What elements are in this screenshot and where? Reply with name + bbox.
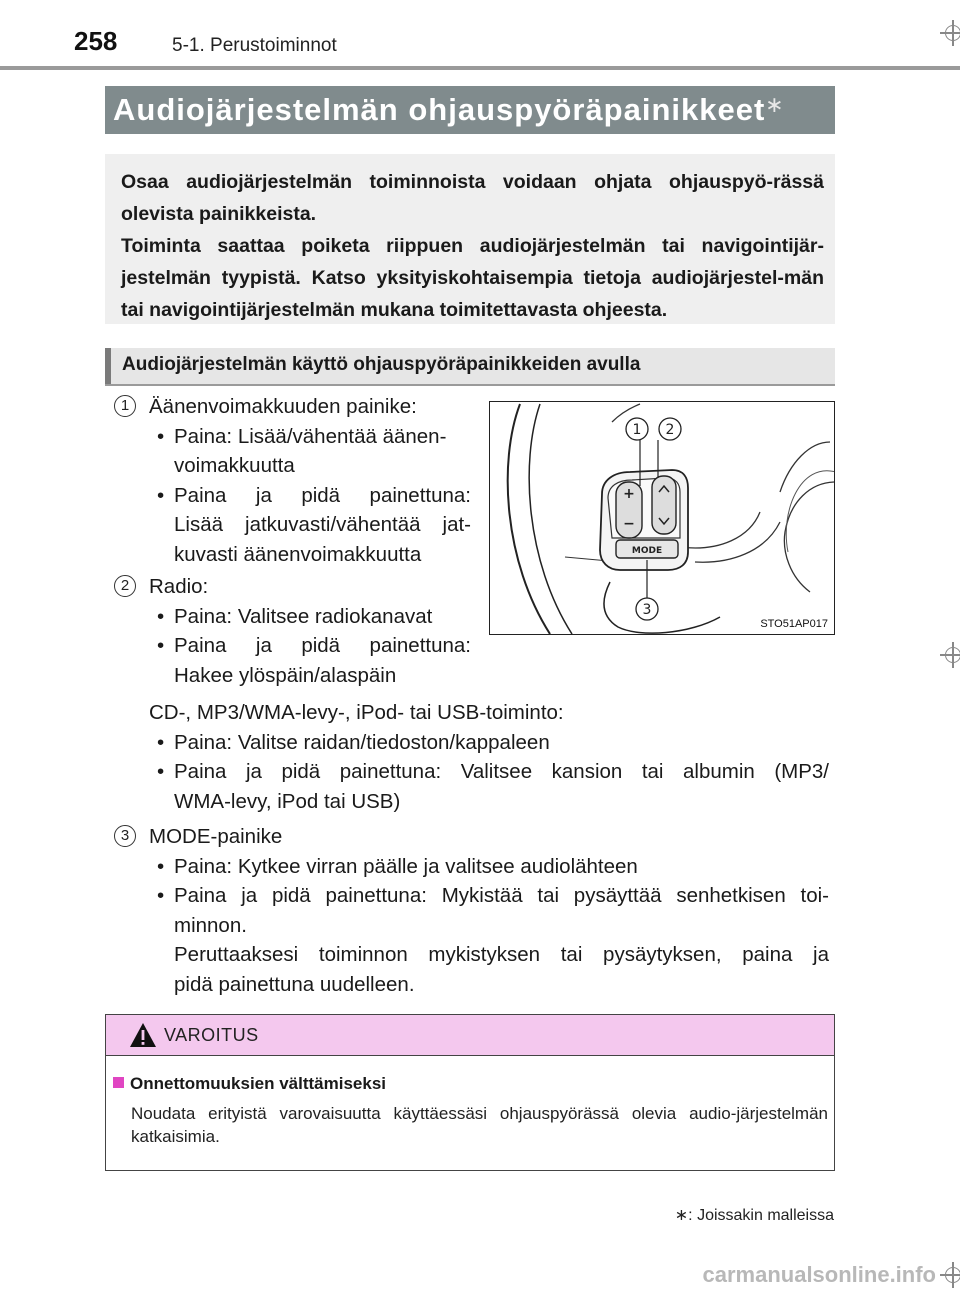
item-3-number: 3	[114, 825, 136, 847]
bullet-dot: •	[157, 634, 165, 657]
item-3	[149, 822, 829, 999]
item-2-bullet-3-line-1: Paina: Valitse raidan/tiedoston/kappaleen	[174, 730, 550, 754]
item-3-bullet-2-line-1: Paina ja pidä painettuna: Mykistää tai pysäyttää senhetkisen toi-	[174, 884, 829, 907]
steering-wheel-switch-illustration	[490, 402, 835, 635]
bullet-dot: •	[157, 730, 165, 754]
warning-subheading	[113, 1074, 386, 1094]
intro-text	[121, 166, 824, 326]
volume-minus-glyph: −	[623, 516, 635, 532]
figure-callout-3: 3	[642, 602, 652, 618]
item-1-bullet-2-line-2: Lisää jatkuvasti/vähentää jat-	[174, 513, 471, 536]
item-2-bullet-3	[149, 728, 829, 758]
item-1-bullet-2-line-3: kuvasti äänenvoimakkuutta	[174, 542, 422, 566]
item-3-bullet-1	[149, 852, 829, 882]
footnote-star: ∗	[674, 1207, 689, 1224]
bullet-dot: •	[157, 760, 165, 783]
item-3-bullet-2-line-4: pidä painettuna uudelleen.	[174, 972, 415, 996]
item-2-heading-2: CD-, MP3/WMA-levy-, iPod- tai USB-toiminto:	[149, 701, 564, 724]
item-1-bullet-1-line-2: voimakkuutta	[174, 454, 295, 477]
warning-title: VAROITUS	[164, 1025, 259, 1045]
warning-square-icon	[113, 1077, 124, 1088]
volume-plus-glyph: +	[623, 486, 635, 502]
subsection-accent	[105, 348, 111, 384]
footnote	[675, 1205, 834, 1225]
bullet-dot: •	[157, 854, 165, 878]
registration-mark-top	[940, 20, 960, 46]
item-2-media	[149, 698, 829, 816]
item-1-bullet-2-line-1: Paina ja pidä painettuna:	[174, 483, 471, 507]
item-3-bullet-2-line-2: minnon.	[174, 913, 247, 937]
bullet-dot: •	[157, 424, 165, 448]
item-1-bullet-2	[149, 481, 471, 570]
bullet-dot: •	[157, 884, 165, 907]
item-2-radio	[149, 572, 471, 690]
page-title	[113, 92, 785, 128]
item-1	[149, 392, 471, 569]
item-2-bullet-4-line-1: Paina ja pidä painettuna: Valitsee kansion tai albumin (MP3/	[174, 760, 829, 783]
registration-mark-middle	[940, 642, 960, 668]
warning-text: Noudata erityistä varovaisuutta käyttäessäsi ohjauspyörässä olevia audio-järjestelmän katkaisimia.	[131, 1104, 828, 1146]
item-2-bullet-4-line-2: WMA-levy, iPod tai USB)	[174, 789, 401, 813]
figure-code: STO51AP017	[760, 618, 828, 630]
item-2-bullet-1-line-1: Paina: Valitsee radiokanavat	[174, 604, 433, 628]
bullet-dot: •	[157, 604, 165, 628]
steering-wheel-figure	[489, 401, 835, 635]
item-1-heading: Äänenvoimakkuuden painike:	[149, 395, 417, 418]
item-2-bullet-2-line-2: Hakee ylöspäin/alaspäin	[174, 663, 397, 687]
watermark: carmanualsonline.info	[702, 1262, 936, 1287]
item-2-bullet-1	[149, 602, 471, 632]
figure-callout-1: 1	[632, 422, 642, 438]
mode-button-label: MODE	[631, 546, 663, 556]
footnote-text: : Joissakin malleissa	[688, 1207, 834, 1224]
item-2-bullet-4	[149, 757, 829, 816]
section-label: 5-1. Perustoiminnot	[172, 35, 337, 56]
header-rule	[0, 66, 960, 70]
bullet-dot: •	[157, 483, 165, 507]
page-title-text: Audiojärjestelmän ohjauspyöräpainikkeet	[113, 92, 766, 127]
item-1-bullet-1-line-1: Paina: Lisää/vähentää äänen-	[174, 424, 447, 448]
item-1-bullet-1	[149, 422, 471, 481]
intro-paragraph-2: Toiminta saattaa poiketa riippuen audiojärjestelmän tai navigointijär-jestelmän tyypistä. Katso yksityiskohtaisempia tietoja audiojärjestel-män tai navigointijärjestelmän mukana toimitettavasta ohjeesta.	[121, 235, 824, 321]
title-star: ∗	[765, 92, 785, 117]
item-3-heading: MODE-painike	[149, 825, 283, 848]
item-2-bullet-2-line-1: Paina ja pidä painettuna:	[174, 634, 471, 657]
item-2-heading: Radio:	[149, 575, 209, 598]
subsection-title: Audiojärjestelmän käyttö ohjauspyöräpainikkeiden avulla	[122, 354, 641, 375]
registration-mark-bottom	[940, 1262, 960, 1288]
warning-triangle-icon	[128, 1021, 158, 1049]
warning-subheading-text: Onnettomuuksien välttämiseksi	[130, 1074, 387, 1093]
item-3-bullet-1-line-1: Paina: Kytkee virran päälle ja valitsee audiolähteen	[174, 854, 638, 878]
item-3-bullet-2	[149, 881, 829, 999]
intro-paragraph-1: Osaa audiojärjestelmän toiminnoista voidaan ohjata ohjauspyö-rässä olevista painikkeista.	[121, 171, 824, 225]
item-1-number: 1	[114, 395, 136, 417]
figure-callout-2: 2	[665, 422, 675, 438]
item-2-number: 2	[114, 575, 136, 597]
item-2-bullet-2	[149, 631, 471, 690]
page-number: 258	[74, 26, 118, 56]
item-3-bullet-2-line-3: Peruttaaksesi toiminnon mykistyksen tai pysäytyksen, paina ja	[174, 943, 829, 966]
